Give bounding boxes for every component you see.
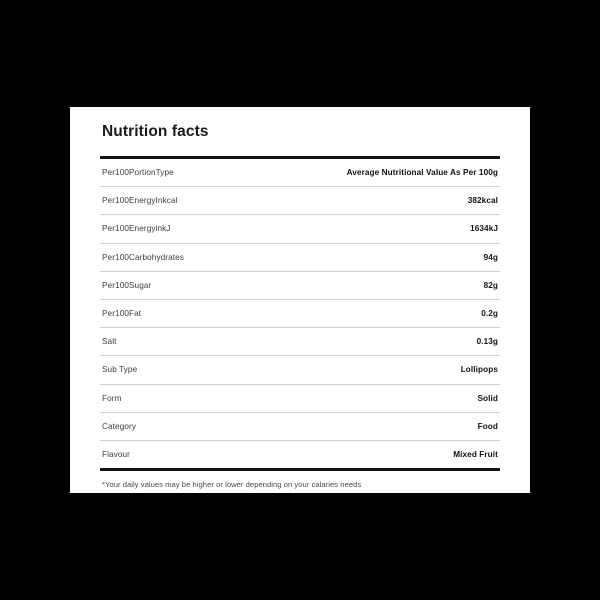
nutrition-facts-card	[70, 107, 530, 493]
row-label: Flavour	[102, 449, 131, 459]
row-value: 382kcal	[467, 196, 498, 206]
row-label: Per100EnergyinkJ	[102, 224, 171, 234]
row-value: 1634kJ	[470, 224, 498, 234]
table-row	[100, 244, 500, 271]
table-row	[100, 328, 500, 355]
table-row	[100, 356, 500, 383]
row-value: Average Nutritional Value As Per 100g	[346, 168, 498, 178]
row-label: Per100PortionType	[102, 168, 174, 178]
table-row	[100, 413, 500, 440]
row-label: Form	[102, 393, 122, 403]
row-value: 82g	[483, 280, 498, 290]
row-value: Food	[477, 421, 498, 431]
row-label: Per100Sugar	[102, 280, 152, 290]
page-title: Nutrition facts	[102, 123, 209, 140]
table-row	[100, 441, 500, 468]
row-label: Per100Fat	[102, 309, 142, 319]
table-row	[100, 187, 500, 214]
row-value: Solid	[477, 393, 498, 403]
table-row	[100, 272, 500, 299]
footnote: *Your daily values may be higher or lower depending on your calaries needs	[102, 480, 362, 490]
table-row	[100, 385, 500, 412]
row-label: Salt	[102, 337, 117, 347]
table-row	[100, 215, 500, 242]
row-label: Per100Carbohydrates	[102, 252, 185, 262]
row-label: Category	[102, 421, 137, 431]
table-row	[100, 300, 500, 327]
row-value: 94g	[483, 252, 498, 262]
row-label: Per100EnergyInkcal	[102, 196, 178, 206]
row-value: 0.2g	[481, 309, 498, 319]
table-row-header	[100, 159, 500, 186]
row-value: Lollipops	[460, 365, 498, 375]
row-value: 0.13g	[476, 337, 498, 347]
row-value: Mixed Fruit	[453, 449, 498, 459]
row-label: Sub Type	[102, 365, 138, 375]
nutrition-facts-inner	[100, 122, 500, 490]
